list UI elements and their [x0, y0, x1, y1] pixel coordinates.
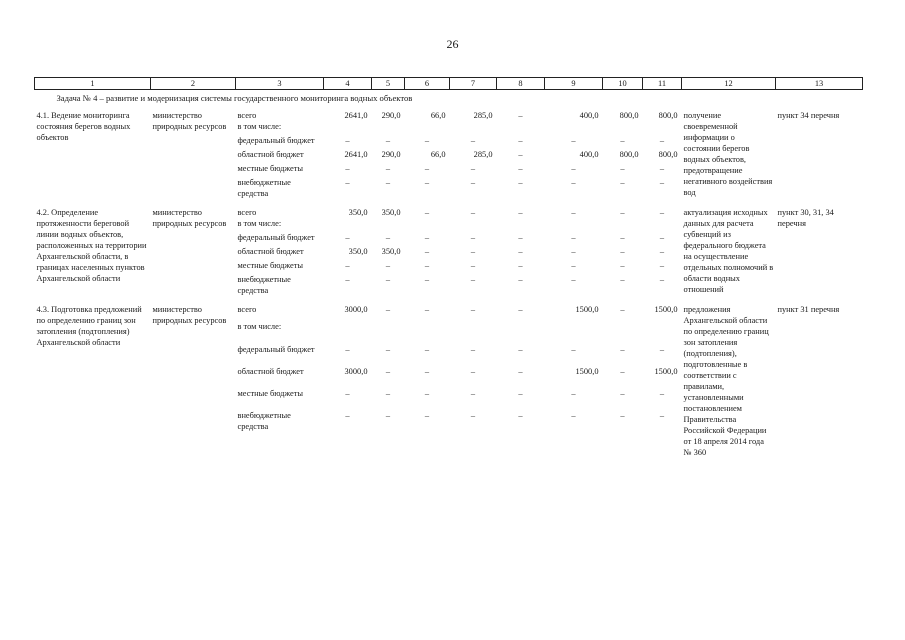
funding-value — [497, 121, 545, 135]
funding-value: – — [424, 411, 430, 421]
funding-value: – — [345, 178, 350, 187]
funding-value: – — [571, 275, 576, 284]
funding-value — [372, 121, 405, 135]
table-body — [35, 90, 863, 459]
measure-row — [35, 304, 863, 321]
funding-value: – — [345, 164, 350, 173]
program-table-sheet — [34, 77, 862, 458]
funding-value: – — [659, 208, 665, 217]
funding-value: – — [424, 164, 430, 173]
measure-reference: пункт 31 перечня — [777, 305, 840, 314]
funding-source-label: областной бюджет — [237, 150, 304, 159]
task-title-row — [35, 90, 863, 111]
funding-value — [324, 218, 372, 232]
funding-value: – — [385, 233, 391, 242]
funding-source-label: внебюджетные средства — [237, 411, 291, 432]
funding-source-label: в том числе: — [237, 122, 282, 131]
funding-value: – — [518, 305, 523, 314]
funding-source-label: областной бюджет — [237, 247, 304, 256]
funding-value: – — [385, 136, 391, 145]
funding-value: – — [571, 233, 576, 242]
funding-value — [603, 121, 643, 135]
funding-value: – — [424, 344, 430, 354]
funding-value: – — [518, 208, 523, 217]
funding-value: – — [518, 411, 523, 421]
funding-value: – — [659, 247, 665, 256]
funding-value: 1500,0 — [575, 366, 599, 376]
funding-source-label: в том числе: — [237, 219, 282, 228]
funding-value — [450, 218, 497, 232]
funding-value: – — [345, 389, 350, 399]
funding-value: – — [659, 261, 665, 270]
funding-value: 3000,0 — [344, 366, 368, 376]
funding-source-label: в том числе: — [237, 322, 282, 332]
funding-value: – — [518, 111, 523, 120]
funding-value: – — [518, 150, 523, 159]
funding-source-label: внебюджетные средства — [237, 178, 291, 198]
funding-value: – — [659, 233, 665, 242]
measure-result: актуализация исходных данных для расчета субвенций из федерального бюджета на осуществление отдельных полномочий в области водных отношений — [683, 208, 774, 294]
funding-value: 800,0 — [619, 111, 639, 120]
funding-value: – — [620, 247, 625, 256]
funding-value: – — [424, 247, 430, 256]
measure-executor: министерство природных ресурсов — [152, 111, 227, 131]
funding-source-label: всего — [237, 305, 257, 314]
funding-value: – — [424, 366, 430, 376]
funding-value: – — [659, 411, 665, 421]
funding-value: – — [385, 366, 391, 376]
column-number: 7 — [450, 78, 497, 90]
funding-value: – — [571, 164, 576, 173]
funding-value — [643, 321, 682, 343]
task-title: Задача № 4 – развитие и модернизация системы государственного мониторинга водных объектов — [56, 93, 413, 103]
funding-source-label: федеральный бюджет — [237, 136, 315, 145]
funding-value: 66,0 — [430, 150, 446, 159]
funding-value: – — [620, 261, 625, 270]
column-number-row — [35, 78, 863, 90]
measure-name: 4.2. Определение протяженности береговой линии водных объектов, расположенных на территории Архангельской области, в границах населенных пунктов Архангельской области — [36, 208, 147, 283]
funding-value: – — [518, 164, 523, 173]
funding-value: – — [571, 411, 576, 421]
funding-value — [450, 321, 497, 343]
funding-value: – — [470, 208, 476, 217]
funding-value — [405, 218, 450, 232]
funding-value: – — [470, 247, 476, 256]
funding-value: – — [385, 389, 391, 399]
funding-value: – — [518, 344, 523, 354]
funding-value: – — [470, 178, 476, 187]
funding-value: – — [571, 178, 576, 187]
measure-executor: министерство природных ресурсов — [152, 208, 227, 228]
funding-value: – — [659, 178, 665, 187]
funding-value — [450, 121, 497, 135]
column-number: 1 — [35, 78, 151, 90]
funding-value: – — [470, 411, 476, 421]
measure-row — [35, 207, 863, 218]
funding-value: – — [659, 344, 665, 354]
funding-value: – — [620, 178, 625, 187]
funding-value: – — [620, 411, 625, 421]
measure-result: получение своевременной информации о состоянии берегов водных объектов, предотвращение негативного воздействия вод — [683, 111, 773, 197]
funding-value: – — [470, 261, 476, 270]
funding-value: – — [424, 305, 430, 314]
funding-value: – — [518, 247, 523, 256]
measure-name: 4.3. Подготовка предложений по определению границ зон затопления (подтопления) Архангельской области — [36, 305, 142, 347]
funding-value: – — [620, 305, 625, 314]
funding-value: – — [620, 275, 625, 284]
funding-value: – — [518, 178, 523, 187]
funding-value: 2641,0 — [344, 150, 368, 159]
funding-value: – — [470, 164, 476, 173]
column-number: 9 — [545, 78, 603, 90]
page-number: 26 — [446, 37, 459, 51]
funding-value — [643, 218, 682, 232]
funding-value: – — [659, 164, 665, 173]
funding-value: – — [345, 411, 350, 421]
funding-value: – — [424, 275, 430, 284]
funding-value: 800,0 — [619, 150, 639, 159]
funding-value: 1500,0 — [654, 366, 678, 376]
funding-value: – — [470, 389, 476, 399]
funding-value: – — [424, 208, 430, 217]
funding-value: 400,0 — [579, 111, 599, 120]
funding-value: – — [571, 208, 576, 217]
funding-value: 350,0 — [381, 208, 401, 217]
funding-value: – — [470, 233, 476, 242]
funding-value: 800,0 — [658, 150, 678, 159]
funding-value — [643, 121, 682, 135]
measure-reference: пункт 34 перечня — [777, 111, 840, 120]
funding-value — [324, 321, 372, 343]
funding-value: – — [518, 389, 523, 399]
funding-value: – — [470, 275, 476, 284]
funding-value: – — [345, 344, 350, 354]
funding-value: – — [424, 261, 430, 270]
funding-value: – — [345, 275, 350, 284]
funding-value: – — [620, 164, 625, 173]
funding-value: – — [345, 261, 350, 270]
measure-name: 4.1. Ведение мониторинга состояния берегов водных объектов — [36, 111, 131, 142]
funding-value: – — [571, 261, 576, 270]
column-number: 8 — [497, 78, 545, 90]
column-number: 13 — [776, 78, 863, 90]
funding-source-label: внебюджетные средства — [237, 275, 291, 295]
column-number: 6 — [405, 78, 450, 90]
funding-value: – — [571, 136, 576, 145]
funding-value — [497, 218, 545, 232]
funding-value: – — [345, 233, 350, 242]
funding-value: 66,0 — [430, 111, 446, 120]
funding-source-label: местные бюджеты — [237, 389, 304, 399]
column-number: 5 — [372, 78, 405, 90]
column-number: 10 — [603, 78, 643, 90]
funding-value: – — [518, 233, 523, 242]
funding-value: – — [470, 305, 476, 314]
funding-value: – — [470, 366, 476, 376]
funding-value: – — [620, 389, 625, 399]
funding-value: – — [385, 275, 391, 284]
funding-value: 350,0 — [348, 247, 368, 256]
column-number: 11 — [643, 78, 682, 90]
funding-value: – — [424, 136, 430, 145]
measure-reference: пункт 30, 31, 34 перечня — [777, 208, 834, 228]
funding-value: – — [518, 275, 523, 284]
funding-value: – — [620, 344, 625, 354]
funding-value: 350,0 — [348, 208, 368, 217]
funding-value: – — [620, 366, 625, 376]
funding-value: 285,0 — [473, 111, 493, 120]
funding-value: 800,0 — [658, 111, 678, 120]
column-number: 4 — [324, 78, 372, 90]
funding-value — [545, 321, 603, 343]
funding-value — [405, 321, 450, 343]
program-table — [34, 77, 863, 458]
funding-value: 350,0 — [381, 247, 401, 256]
funding-value: – — [424, 389, 430, 399]
funding-source-label: местные бюджеты — [237, 164, 304, 173]
funding-value — [405, 121, 450, 135]
funding-value: 400,0 — [579, 150, 599, 159]
funding-value: – — [620, 208, 625, 217]
funding-value: – — [470, 344, 476, 354]
funding-source-label: федеральный бюджет — [237, 233, 315, 242]
funding-value: – — [518, 261, 523, 270]
measure-result: предложения Архангельской области по определению границ зон затопления (подтопления), подготовленные в соответствии с правилами, установленными постановлением Правительства Российской Федерации от 18 апреля 2014 года № 360 — [683, 305, 769, 457]
column-number: 12 — [682, 78, 776, 90]
funding-value: – — [518, 366, 523, 376]
funding-value: – — [424, 178, 430, 187]
funding-value: – — [385, 411, 391, 421]
funding-value: – — [659, 275, 665, 284]
funding-value — [545, 218, 603, 232]
funding-value: – — [385, 305, 391, 314]
funding-value: 3000,0 — [344, 305, 368, 314]
funding-value — [603, 218, 643, 232]
funding-source-label: всего — [237, 208, 257, 217]
funding-value: – — [385, 344, 391, 354]
funding-value: – — [345, 136, 350, 145]
funding-value: – — [385, 261, 391, 270]
measure-row — [35, 110, 863, 121]
funding-value: – — [571, 344, 576, 354]
funding-value: – — [470, 136, 476, 145]
funding-source-label: областной бюджет — [237, 366, 304, 376]
funding-value — [497, 321, 545, 343]
funding-value: – — [571, 247, 576, 256]
funding-value — [372, 218, 405, 232]
funding-value — [603, 321, 643, 343]
column-number: 2 — [151, 78, 236, 90]
funding-value: – — [424, 233, 430, 242]
funding-value: 285,0 — [473, 150, 493, 159]
funding-value: 290,0 — [381, 111, 401, 120]
funding-value: 1500,0 — [575, 305, 599, 314]
funding-source-label: всего — [237, 111, 257, 120]
funding-value — [324, 121, 372, 135]
funding-value: – — [620, 233, 625, 242]
funding-value: – — [659, 136, 665, 145]
funding-value: 2641,0 — [344, 111, 368, 120]
funding-value — [545, 121, 603, 135]
funding-value: 1500,0 — [654, 305, 678, 314]
funding-value: – — [659, 389, 665, 399]
funding-source-label: местные бюджеты — [237, 261, 304, 270]
funding-value: – — [385, 178, 391, 187]
funding-source-label: федеральный бюджет — [237, 344, 315, 354]
funding-value: – — [620, 136, 625, 145]
funding-value: – — [518, 136, 523, 145]
funding-value — [372, 321, 405, 343]
measure-executor: министерство природных ресурсов — [152, 305, 227, 325]
funding-value: – — [571, 389, 576, 399]
funding-value: 290,0 — [381, 150, 401, 159]
funding-value: – — [385, 164, 391, 173]
column-number: 3 — [236, 78, 324, 90]
